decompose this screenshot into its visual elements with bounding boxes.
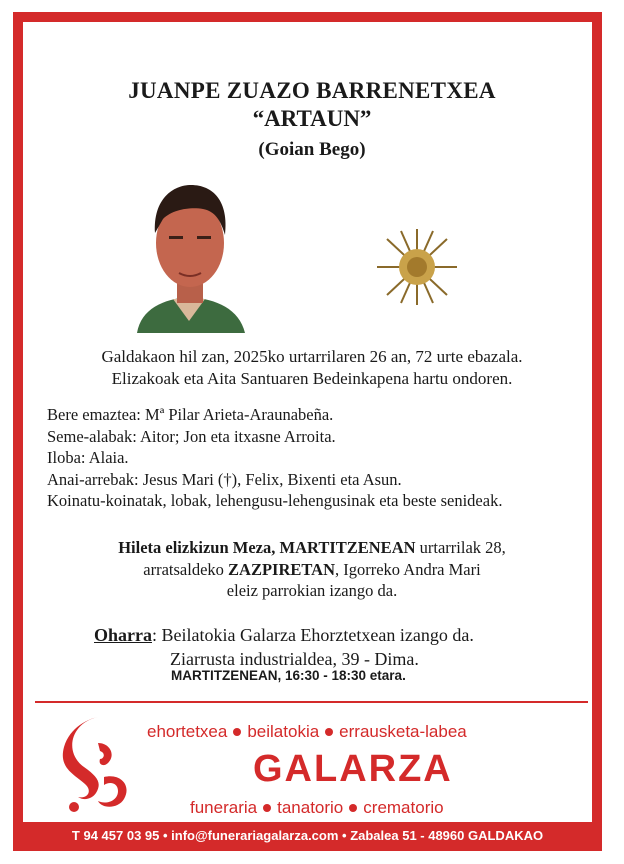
note-label: Oharra xyxy=(94,625,152,645)
death-line-2: Elizakoak eta Aita Santuaren Bedeinkapena hartu ondoren. xyxy=(111,369,513,388)
visiting-hours: MARTITZENEAN, 16:30 - 18:30 etara. xyxy=(171,668,406,683)
funeral-date: urtarrilak 28, xyxy=(415,538,506,557)
family-children: Seme-alabak: Aitor; Jon eta itxasne Arroita. xyxy=(47,426,336,446)
funeral-mass: Hileta elizkizun Meza, xyxy=(118,538,280,557)
divider xyxy=(35,701,588,703)
service-crematorio: crematorio xyxy=(363,798,444,817)
service-funeraria: funeraria xyxy=(190,798,258,817)
death-line-1: Galdakaon hil zan, 2025ko urtarrilaren 26 an, 72 urte ebazala. xyxy=(101,347,523,366)
family-siblings: Anai-arrebak: Jesus Mari (†), Felix, Bixenti eta Asun. xyxy=(47,469,402,489)
note-text-2: Ziarrusta industrialdea, 39 - Dima. xyxy=(170,649,419,669)
services-spanish xyxy=(190,798,444,818)
service-errausketa: errausketa-labea xyxy=(339,722,467,741)
note-line-1 xyxy=(94,623,474,647)
service-tanatorio: tanatorio xyxy=(277,798,344,817)
contact-footer: T 94 457 03 95 • info@funerariagalarza.com • Zabalea 51 - 48960 GALDAKAO xyxy=(71,828,544,843)
funeral-line-3: eleiz parrokian izango da. xyxy=(226,581,398,600)
family-grandchild: Iloba: Alaia. xyxy=(47,448,129,468)
bullet-icon xyxy=(325,728,333,736)
family-spouse: Bere emaztea: Mª Pilar Arieta-Araunabeña. xyxy=(47,405,334,424)
family-list xyxy=(47,404,502,512)
galarza-logo-icon xyxy=(58,713,136,815)
funeral-day: MARTITZENEAN xyxy=(279,538,416,557)
note-block xyxy=(94,623,474,671)
bullet-icon xyxy=(349,804,357,812)
funeral-church: , Igorreko Andra Mari xyxy=(335,559,481,579)
service-ehortetxea: ehortetxea xyxy=(147,722,228,741)
bullet-icon xyxy=(233,728,241,736)
funeral-info xyxy=(0,537,624,602)
funeral-line-2 xyxy=(0,559,624,581)
deceased-nickname: “ARTAUN” xyxy=(252,106,372,131)
death-announcement xyxy=(0,346,624,390)
goian-bego: (Goian Bego) xyxy=(258,139,366,160)
bullet-icon xyxy=(263,804,271,812)
service-beilatokia: beilatokia xyxy=(247,722,320,741)
funeral-afternoon: arratsaldeko xyxy=(143,559,229,579)
thistle-eguzkilore-icon xyxy=(373,227,461,307)
brand-name: GALARZA xyxy=(253,748,453,790)
services-basque xyxy=(147,722,467,742)
funeral-hour: ZAZPIRETAN xyxy=(228,559,335,579)
funeral-line-1 xyxy=(0,537,624,559)
portrait-photo xyxy=(133,181,246,333)
deceased-name: JUANPE ZUAZO BARRENETXEA xyxy=(128,78,496,103)
family-relatives: Koinatu-koinatak, lobak, lehengusu-lehengusinak eta beste senideak. xyxy=(47,491,503,511)
note-text-1: : Beilatokia Galarza Ehorztetxean izango da. xyxy=(152,625,474,645)
